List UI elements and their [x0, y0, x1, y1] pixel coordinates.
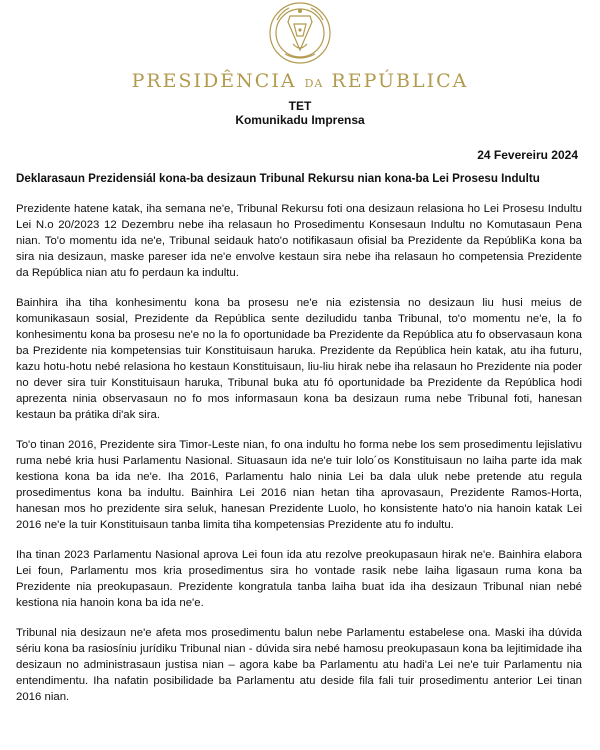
- paragraph-2: Bainhira iha tiha konhesimentu kona ba prosesu ne'e nia ezistensia no desizaun liu husi meius de komunikasaun sosial, Prezidente da República sente deziludidu tanba Tribunal, to'o momentu ne'e, la fo konhesimentu kona ba prosesu ne'e no la fo oportunidade ba Prezidente da República atu fo observasaun kona ba Prezidente nia kompetensias tuir Konstituisaun haruka. Prezidente da República hein katak, atu iha futuru, kazu hotu-hotu nebé relasiona ho kestaun Konstituisaun, liu-liu hirak nebe iha relasaun ho Prezidente nia poder no dever sira tuir Konstituisaun haruka, Tribunal buka atu fó oportunidade ba Prezidente da República hodi aprezenta ninia observasaun no fo mos informasaun kona ba desizaun ruma nebe Tribunal foti, hanesan kestaun ba prátika di'ak sira.: [16, 297, 582, 421]
- release-date: 24 Fevereiru 2024: [477, 148, 578, 162]
- language-label: TET: [288, 99, 312, 113]
- paragraph-4: Iha tinan 2023 Parlamentu Nasional aprova Lei foun ida atu rezolve preokupasaun hirak ne'e. Bainhira elabora Lei foun, Parlamentu mos kria prosedimentus sira ho vontade rasik nebe laiha ligasaun ruma kona ba Prezidente nia preokupasaun. Prezidente kongratula tanba laiha buat ida iha desizaun Tribunal nian nebé kestiona nia hanoin kona ba ida ne'e.: [16, 549, 582, 609]
- body-text: [16, 201, 582, 719]
- document-type: Komunikadu Imprensa: [235, 113, 365, 127]
- institution-word-presidencia: PRESIDÊNCIA: [131, 70, 297, 92]
- institution-word-republica: REPÚBLICA: [331, 70, 469, 92]
- paragraph-5: Tribunal nia desizaun ne'e afeta mos prosedimentu balun nebe Parlamentu estabelese ona. Maski iha dúvida sériu kona ba rasiosíniu jurídiku Tribunal nian - dúvida sira nebé hamosu preokupasaun kona ba lejitimidade iha desizaun no administrasaun justisa nian – agora kabe ba Parlamentu atu hadi'a Lei ne'e tuir Parlamentu nia entendimentu. Iha nafatin posibilidade ba Parlamentu atu deside fila fali tuir prosedimentu anterior Lei tinan 2016 nian.: [16, 627, 582, 703]
- institution-connector: DA: [304, 77, 324, 90]
- national-seal-icon: [263, 0, 337, 66]
- document-title: Deklarasaun Prezidensiál kona-ba desizaun Tribunal Rekursu nian kona-ba Lei Prosesu Indultu: [16, 172, 540, 185]
- institution-name: [0, 70, 600, 92]
- paragraph-3: To'o tinan 2016, Prezidente sira Timor-Leste nian, fo ona indultu ho forma nebe los sem prosedimentu lejislativu ruma nebé kria husi Parlamentu Nasional. Situasaun ida ne'e tuir lolo´os Konstituisaun no laiha parte ida mak kestiona kona ba ida ne'e. Iha 2016, Parlamentu halo ninia Lei ba dala uluk nebe pretende atu regula prosedimentus kona ba indultu. Bainhira Lei 2016 nian hetan tiha aprovasaun, Prezidente Ramos-Horta, hanesan mos ho prezidente sira seluk, hanesan Prezidente Luolo, ho konsistente hato'o nia hanoin katak Lei 2016 ne'e la tuir Konstituisaun tanba limita tiha kompetensias Prezidente atu fo indultu.: [16, 439, 582, 531]
- paragraph-1: Prezidente hatene katak, iha semana ne'e, Tribunal Rekursu foti ona desizaun relasiona ho Lei Prosesu Indultu Lei N.o 20/2023 12 Dezembru nebe iha relasaun ho Prosedimentu Konsesaun Indultu no Komutasaun Pena nian. To'o momentu ida ne'e, Tribunal seidauk hato'o notifikasaun ofisial ba Prezidente da RepúbliKa kona ba sira nia desizaun, maske pareser ida ne'e envolve kestaun sira nebe iha relasaun ho competensia Prezidente da República nian atu fo perdaun ka indultu.: [16, 203, 582, 279]
